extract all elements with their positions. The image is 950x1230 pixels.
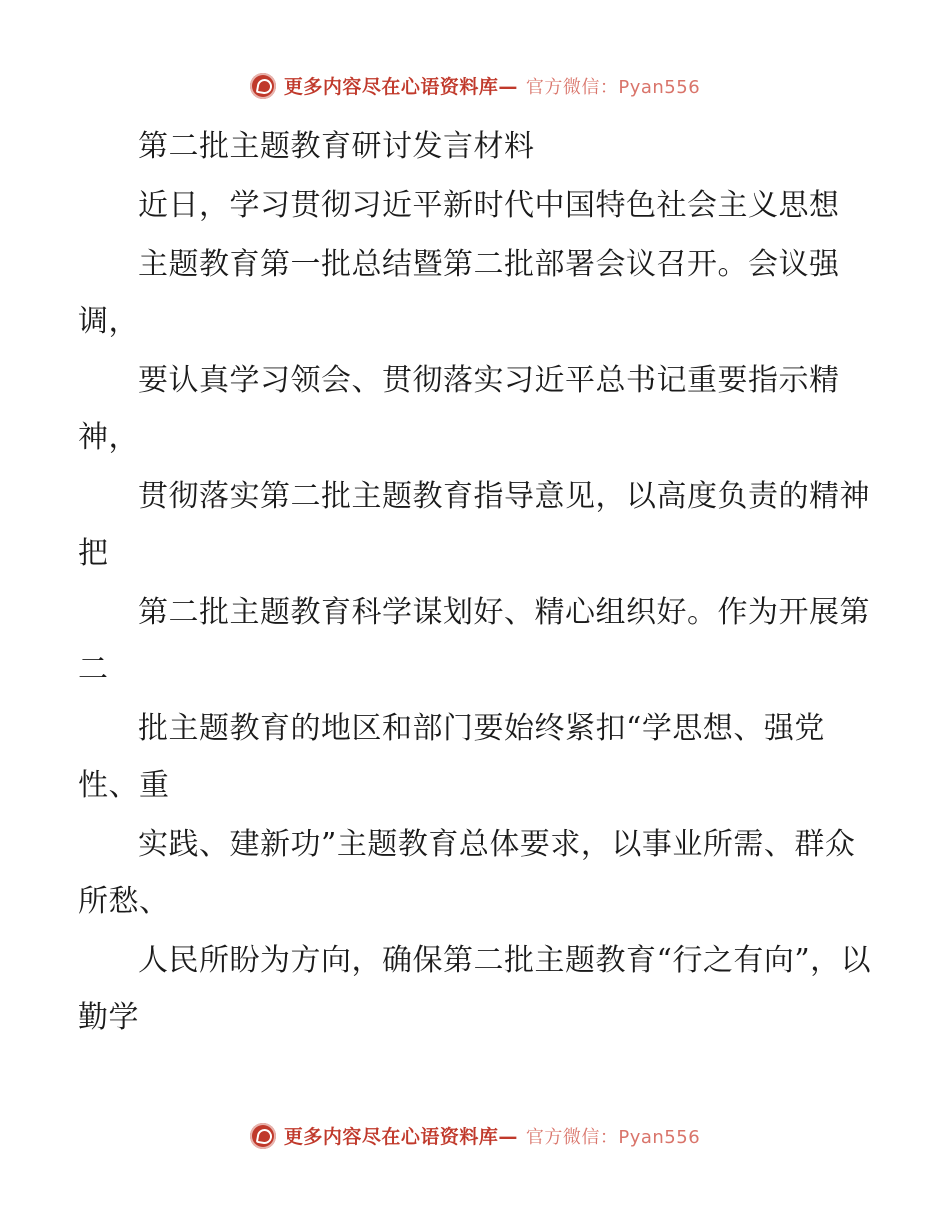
watermark-brand: 更多内容尽在心语资料库—: [283, 76, 518, 98]
document-content: [78, 118, 878, 1048]
leaf-circle-icon: [250, 1123, 276, 1149]
paragraph: 主题教育第一批总结暨第二批部署会议召开。会议强调，: [78, 247, 840, 339]
watermark-contact: 官方微信：Pyan556: [525, 1126, 701, 1148]
watermark-contact: 官方微信：Pyan556: [525, 76, 701, 98]
paragraph: 实践、建新功”主题教育总体要求，以事业所需、群众所愁、: [78, 827, 856, 919]
paragraph: 要认真学习领会、贯彻落实习近平总书记重要指示精神，: [78, 363, 840, 455]
watermark-bottom: [0, 1122, 950, 1149]
paragraph: 贯彻落实第二批主题教育指导意见，以高度负责的精神把: [78, 479, 870, 571]
paragraph: 近日，学习贯彻习近平新时代中国特色社会主义思想: [138, 188, 840, 223]
leaf-circle-icon: [250, 73, 276, 99]
watermark-brand: 更多内容尽在心语资料库—: [283, 1126, 518, 1148]
paragraph: 人民所盼为方向，确保第二批主题教育“行之有向”，以勤学: [78, 943, 872, 1035]
paragraph: 第二批主题教育科学谋划好、精心组织好。作为开展第二: [78, 595, 870, 687]
watermark-top: [0, 72, 950, 99]
paragraph: 批主题教育的地区和部门要始终紧扣“学思想、强党性、重: [78, 711, 825, 803]
document-title: 第二批主题教育研讨发言材料: [138, 129, 535, 164]
